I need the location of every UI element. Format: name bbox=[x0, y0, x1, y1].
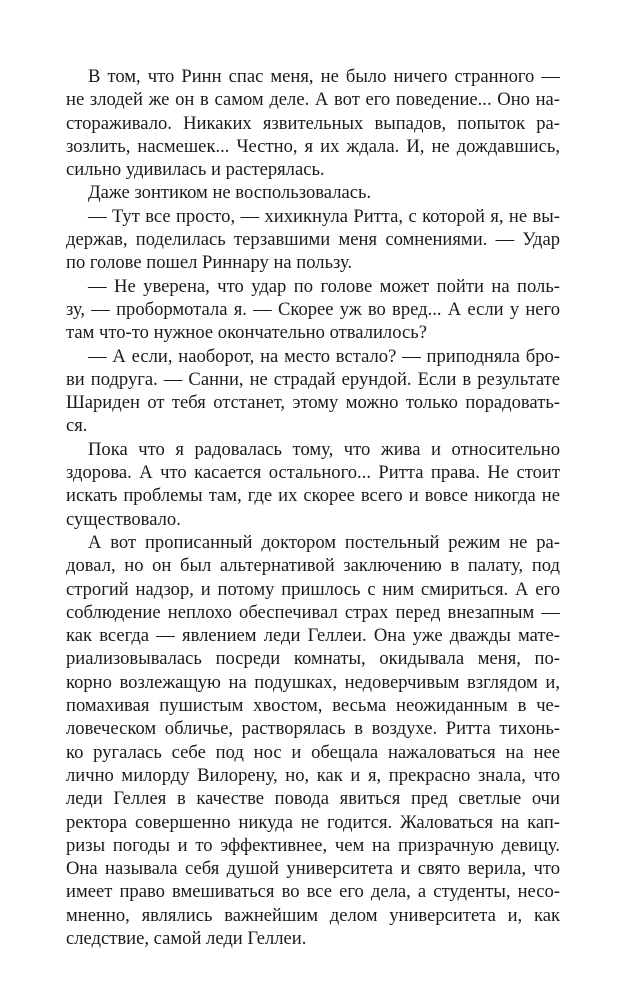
text-line: довал, но он был альтернативой заключению в палату, под bbox=[66, 555, 560, 577]
text-line: ко ругалась себе под нос и обещала нажаловаться на нее bbox=[66, 741, 560, 763]
text-line: сильно удивилась и растерялась. bbox=[66, 159, 325, 181]
text-line: — Тут все просто, — хихикнула Ритта, с которой я, не вы- bbox=[88, 205, 560, 227]
text-line: не злодей же он в самом деле. А вот его поведение... Оно на- bbox=[66, 89, 560, 111]
text-line: держав, поделилась терзавшими меня сомнениями. — Удар bbox=[66, 229, 560, 251]
text-line: мненно, являлись важнейшим делом университета и, как bbox=[66, 904, 560, 926]
text-line: корно возлежащую на подушках, недоверчивым взглядом и, bbox=[66, 671, 560, 693]
body-text bbox=[66, 65, 560, 950]
text-line: риализовывалась посреди комнаты, окидывала меня, по- bbox=[66, 648, 560, 670]
text-line: — А если, наоборот, на место встало? — приподняла бро- bbox=[88, 345, 560, 367]
text-line: Она называла себя душой университета и свято верила, что bbox=[66, 858, 560, 880]
text-line: следствие, самой леди Геллеи. bbox=[66, 927, 307, 949]
text-line: Даже зонтиком не воспользовалась. bbox=[88, 182, 372, 204]
text-line: леди Геллея в качестве повода явиться пред светлые очи bbox=[66, 788, 560, 810]
text-line: ся. bbox=[66, 415, 88, 437]
text-line: строгий надзор, и потому пришлось с ним смириться. А его bbox=[66, 578, 560, 600]
text-line: по голове пошел Риннару на пользу. bbox=[66, 252, 353, 274]
text-line: помахивая пушистым хвостом, весьма неожиданным в че- bbox=[66, 695, 560, 717]
text-line: Шариден от тебя отстанет, этому можно только порадовать- bbox=[66, 392, 560, 414]
text-line: ризы погоды и то эффективнее, чем на призрачную девицу. bbox=[66, 834, 560, 856]
text-line: ректора совершенно никуда не годится. Жаловаться на кап- bbox=[66, 811, 560, 833]
text-line: А вот прописанный доктором постельный режим не ра- bbox=[88, 531, 560, 553]
text-line: ви подруга. — Санни, не страдай ерундой. Если в результате bbox=[66, 368, 560, 390]
text-line: соблюдение неплохо обеспечивал страх перед внезапным — bbox=[66, 601, 560, 623]
text-line: лично милорду Вилорену, но, как и я, прекрасно знала, что bbox=[66, 764, 560, 786]
text-line: ловеческом обличье, растворялась в воздухе. Ритта тихонь- bbox=[66, 718, 560, 740]
text-line: В том, что Ринн спас меня, не было ничего странного — bbox=[88, 66, 560, 87]
text-line: зозлить, насмешек... Честно, я их ждала. И, не дождавшись, bbox=[66, 135, 560, 157]
text-line: стораживало. Никаких язвительных выпадов, попыток ра- bbox=[66, 112, 560, 134]
text-line: Пока что я радовалась тому, что жива и относительно bbox=[88, 438, 560, 460]
text-line: искать проблемы там, где их скорее всего и вовсе никогда не bbox=[66, 485, 560, 507]
text-line: — Не уверена, что удар по голове может пойти на поль- bbox=[88, 275, 560, 297]
text-line: здорова. А что касается остального... Ритта права. Не стоит bbox=[66, 462, 560, 484]
text-line: как всегда — явлением леди Геллеи. Она уже дважды мате- bbox=[66, 625, 560, 647]
text-line: имеет право вмешиваться во все его дела, а студенты, несо- bbox=[66, 881, 560, 903]
text-line: зу, — пробормотала я. — Скорее уж во вред... А если у него bbox=[66, 298, 560, 320]
text-line: там что-то нужное окончательно отвалилось? bbox=[66, 322, 427, 344]
text-line: существовало. bbox=[66, 508, 181, 530]
